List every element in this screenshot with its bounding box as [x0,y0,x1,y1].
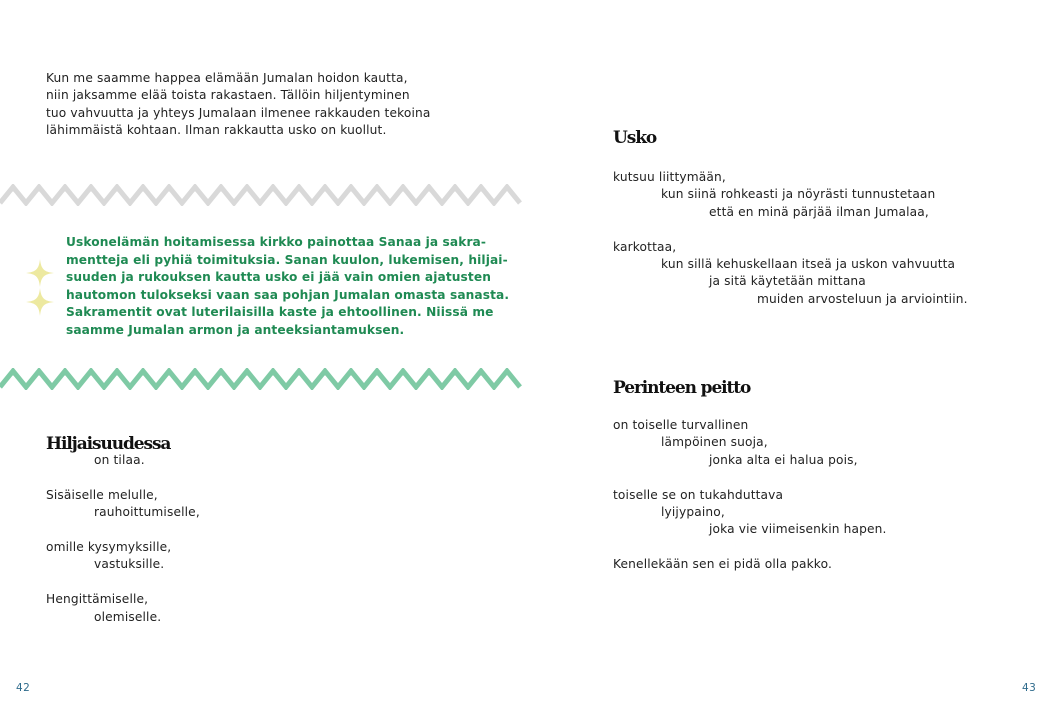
page-number-left: 42 [16,682,31,694]
poem-line: muiden arvosteluun ja arviointiin. [757,291,968,306]
poem-line: ja sitä käytetään mittana [709,274,866,289]
highlight-line: mentteja eli pyhiä toimituksia. Sanan kuulon, lukemisen, hiljai- [66,252,508,267]
poem-hiljaisuudessa [46,434,200,643]
poem-title: Hiljaisuudessa [46,434,171,454]
poem-line: Sisäiselle melulle, [46,487,158,502]
poem-line: karkottaa, [613,239,677,254]
poem-line: joka vie viimeisenkin hapen. [709,522,887,537]
intro-line: niin jaksamme elää toista rakastaen. Tällöin hiljentyminen [46,88,410,103]
poem-line: toiselle se on tukahduttava [613,487,784,502]
page-number-right: 43 [1022,682,1037,694]
sparkle-icon [26,259,54,287]
poem-line: on tilaa. [94,453,145,467]
intro-line: tuo vahvuutta ja yhteys Jumalaan ilmenee rakkauden tekoina [46,105,431,120]
highlight-line: Sakramentit ovat luterilaisilla kaste ja ehtoollinen. Niissä me [66,305,494,319]
poem-title: Usko [613,128,657,148]
zigzag-divider-green [0,368,526,390]
poem-perinteen-peitto [613,378,887,591]
poem-line: kun sillä kehuskellaan itseä ja uskon vahvuutta [661,257,956,272]
poem-line: on toiselle turvallinen [613,418,749,432]
poem-line: Kenellekään sen ei pidä olla pakko. [613,557,832,572]
poem-line: kutsuu liittymään, [613,170,726,184]
poem-usko [613,128,968,326]
poem-line: Hengittämiselle, [46,592,149,607]
poem-line: rauhoittumiselle, [94,505,200,520]
poem-line: lyijypaino, [661,505,725,520]
intro-line: Kun me saamme happea elämään Jumalan hoidon kautta, [46,71,408,85]
highlight-line: Uskonelämän hoitamisessa kirkko painottaa Sanaa ja sakra- [66,235,487,249]
intro-paragraph [46,70,431,140]
poem-line: omille kysymyksille, [46,540,172,554]
highlight-line: hautomon tulokseksi vaan saa pohjan Jumalan omasta sanasta. [66,287,510,302]
poem-line: jonka alta ei halua pois, [709,452,858,467]
poem-title: Perinteen peitto [613,378,751,398]
poem-line: kun siinä rohkeasti ja nöyrästi tunnustetaan [661,187,936,202]
highlight-paragraph [66,234,509,339]
highlight-line: saamme Jumalan armon ja anteeksiantamuksen. [66,322,405,337]
zigzag-divider-grey [0,184,526,206]
poem-line: lämpöinen suoja, [661,435,768,450]
highlight-line: suuden ja rukouksen kautta usko ei jää vain omien ajatusten [66,270,491,284]
poem-line: että en minä pärjää ilman Jumalaa, [709,204,929,219]
intro-line: lähimmäistä kohtaan. Ilman rakkautta usko on kuollut. [46,123,387,138]
poem-line: olemiselle. [94,609,162,624]
poem-line: vastuksille. [94,557,165,572]
sparkle-icon [26,288,54,316]
